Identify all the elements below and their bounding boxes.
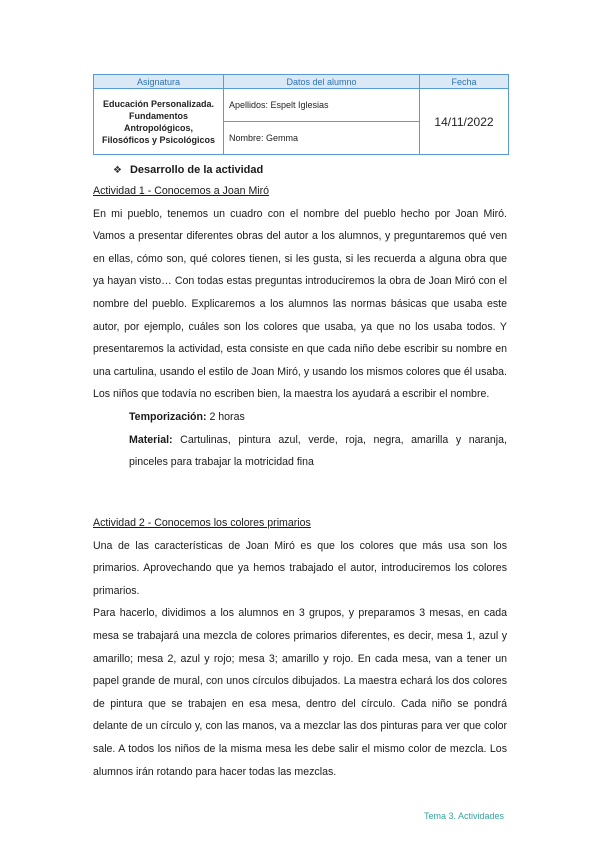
subject-line: Fundamentos [128,110,188,121]
subject-line: Educación Personalizada. [102,98,215,109]
material-value: Cartulinas, pintura azul, verde, roja, negra, amarilla y naranja, pinceles para trabajar la motricidad fina [129,433,507,469]
timing-value: 2 horas [206,410,245,423]
timing-line [93,406,507,429]
subject-column-header: Asignatura [94,75,224,89]
date-column-header: Fecha [420,75,509,89]
diamond-bullet-icon: ❖ [113,165,122,176]
subject-line: Antropológicos, [124,122,193,133]
timing-label: Temporización: [129,410,207,423]
subject-line: Filosóficos y Psicológicos [101,134,216,145]
subject-cell [94,89,224,155]
student-data-column-header: Datos del alumno [224,75,420,89]
name-cell: Nombre: Gemma [224,122,420,155]
activity-2-paragraph-2: Para hacerlo, dividimos a los alumnos en 3 grupos, y preparamos 3 mesas, en cada mesa se trabajará una mezcla de colores primarios diferentes, es decir, mesa 1, azul y amarillo; mesa 2, azul y rojo; mesa 3; amarillo y rojo. En cada mesa, van a tener un papel grande de mural, con unos círculos dibujados. La maestra echará los dos colores de pintura que se trabajen en esa mesa, dentro del círculo. Cada niño se pondrá delante de un círculo y, con las manos, va a mezclar las dos pinturas para ver que color sale. A todos los niños de la misma mesa les debe salir el mismo color de mezcla. Los alumnos irán rotando para hacer todas las mezclas. [93,607,507,778]
surname-cell: Apellidos: Espelt Iglesias [224,89,420,122]
activity-1-paragraph: En mi pueblo, tenemos un cuadro con el nombre del pueblo hecho por Joan Miró. Vamos a presentar diferentes obras del autor a los alumnos, y preguntaremos qué ven en ellas, cómo son, qué colores tienen, si les gusta, si les recuerda a alguna obra que ya hayan visto… Con todas estas preguntas introduciremos la obra de Joan Miró con el nombre del pueblo. Explicaremos a los alumnos las normas básicas que usaba este autor, por ejemplo, cuáles son los colores que usaba, ya que no los usaba todos. Y presentaremos la actividad, esta consiste en que cada niño debe escribir su nombre en una cartulina, usando el estilo de Joan Miró, y usando los mismos colores que él usaba. Los niños que todavía no escriben bien, la maestra los ayudará a escribir el nombre. [93,207,507,401]
activity-2-paragraph-1: Una de las características de Joan Miró es que los colores que más usa son los primarios. Aprovechando que ya hemos trabajado el autor, introduciremos los colores primarios. [93,539,507,597]
activity-2-block [93,512,507,783]
header-table [93,74,509,155]
section-heading [113,164,263,176]
material-label: Material: [129,433,173,446]
page-footer: Tema 3. Actividades [424,811,505,821]
section-title: Desarrollo de la actividad [129,164,264,176]
date-cell: 14/11/2022 [420,89,509,155]
activity-1-block [93,180,507,474]
activity-1-title: Actividad 1 - Conocemos a Joan Miró [93,185,270,197]
activity-2-title: Actividad 2 - Conocemos los colores primarios [93,517,311,529]
material-line [93,429,507,474]
